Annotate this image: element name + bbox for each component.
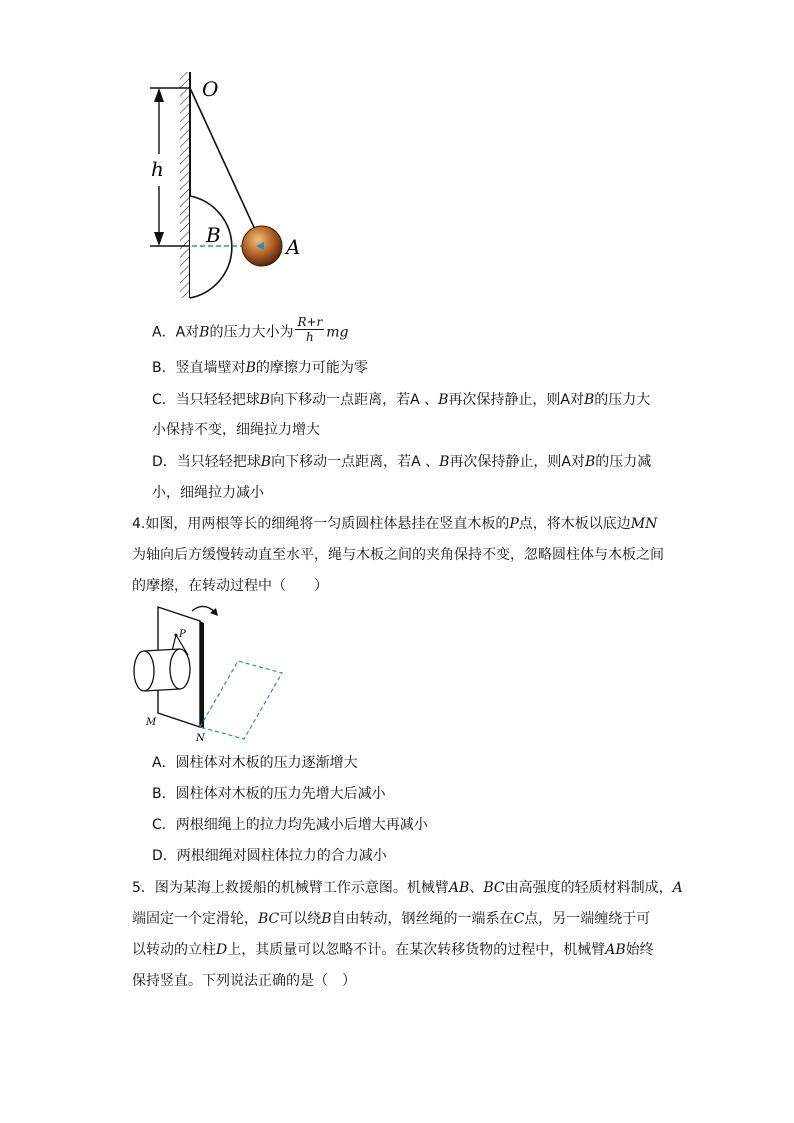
fraction: $\frac{R+r}{h}$ xyxy=(297,315,323,344)
label-h: h xyxy=(151,157,164,181)
label-B: B xyxy=(206,223,221,247)
q3-option-d-line2: 小，细绳拉力减小 xyxy=(152,485,264,501)
label-P: P xyxy=(179,629,186,640)
q5-stem-line3: 以转动的立柱D上，其质量可以忽略不计。在某次转移货物的过程中，机械臂AB始终 xyxy=(132,942,654,958)
q4-option-b: B．圆柱体对木板的压力先增大后减小 xyxy=(152,786,386,802)
label-O: O xyxy=(202,77,219,101)
wall xyxy=(180,72,190,298)
q4-option-d: D．两根细绳对圆柱体拉力的合力减小 xyxy=(152,848,387,864)
label-A: A xyxy=(286,235,301,259)
label-M: M xyxy=(146,717,157,728)
q4-stem-line1: 4.如图，用两根等长的细绳将一匀质圆柱体悬挂在竖直木板的P点，将木板以底边MN xyxy=(132,516,658,532)
q3-option-a: A．A对B的压力大小为 $\frac{R+r}{h}$ mg xyxy=(152,315,349,344)
q5-stem-line1: 5．图为某海上救援船的机械臂工作示意图。机械臂AB、BC由高强度的轻质材料制成，A xyxy=(132,880,683,896)
q4-option-c: C．两根细绳上的拉力均先减小后增大再减小 xyxy=(152,817,428,833)
cylinder-back xyxy=(134,651,154,691)
hemisphere-B xyxy=(190,196,232,298)
cylinder-front xyxy=(170,649,190,689)
label-N: N xyxy=(196,733,205,744)
figure-board-cylinder xyxy=(130,603,290,745)
q3-option-c-line2: 小保持不变，细绳拉力增大 xyxy=(152,422,320,438)
q3-option-b: B．竖直墙壁对B的摩擦力可能为零 xyxy=(152,360,368,376)
dashed-board xyxy=(200,661,282,739)
figure-hemisphere-ball xyxy=(140,68,320,304)
q3-option-d-line1: D．当只轻轻把球B向下移动一点距离，若A 、B再次保持静止，则A对B的压力减 xyxy=(152,454,652,470)
q5-stem-line4: 保持竖直。下列说法正确的是（ ） xyxy=(132,973,356,989)
q3-option-c-line1: C．当只轻轻把球B向下移动一点距离，若A 、B再次保持静止，则A对B的压力大 xyxy=(152,392,651,408)
q4-stem-line3: 的摩擦，在转动过程中（ ） xyxy=(132,578,328,594)
q5-stem-line2: 端固定一个定滑轮，BC可以绕B自由转动，钢丝绳的一端系在C点，另一端缠绕于可 xyxy=(132,911,651,927)
q4-stem-line2: 为轴向后方缓慢转动直至水平，绳与木板之间的夹角保持不变，忽略圆柱体与木板之间 xyxy=(132,547,664,563)
q4-option-a: A．圆柱体对木板的压力逐渐增大 xyxy=(152,755,358,771)
